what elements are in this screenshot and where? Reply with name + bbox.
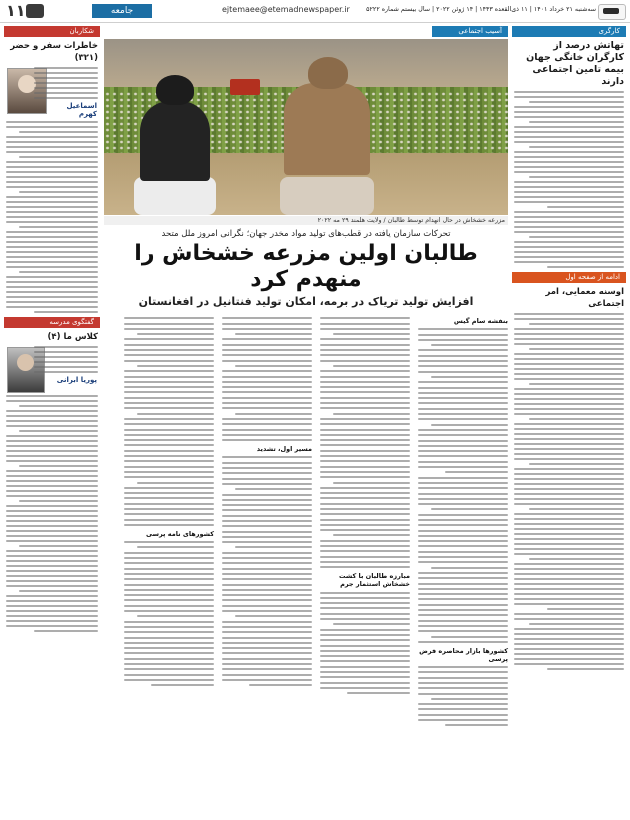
body-column [320, 314, 410, 814]
column-headline: کلاس ما (۴) [47, 332, 98, 342]
main-story [104, 26, 508, 816]
story-body [514, 313, 624, 670]
story-subhead: افزایش تولید تریاک در برمه، امکان تولید فنتانیل در افغانستان [138, 295, 474, 308]
story-byline: بنفشه سام گیس [453, 317, 508, 325]
section-band-social-harm: آسیب اجتماعی [432, 26, 508, 37]
story-kicker: تحرکات سازمان یافته در قطب‌های تولید مواد مخدر جهان؛ نگرانی امروز ملل متحد [161, 229, 451, 239]
column-body [6, 121, 98, 313]
left-column [4, 26, 100, 816]
story-body [104, 314, 508, 814]
masthead-logo-icon [598, 4, 626, 20]
person-figure [280, 57, 374, 215]
story-headline: اوسنه معمایی، امر اجتماعی [545, 287, 624, 309]
body-column [222, 314, 312, 814]
section-band-school: گفتگوی مدرسه [4, 317, 100, 328]
right-column [512, 26, 626, 816]
column-body [6, 346, 98, 373]
story-body [514, 91, 624, 268]
dateline: سه‌شنبه ۲۱ خرداد ۱۴۰۱ | ۱۱ ذی‌القعده ۱۴۴۳ | ۱۴ ژوئن ۲۰۲۲ | سال بیستم شماره ۵۲۲۲ [366, 6, 596, 13]
author-name: اسماعیل کهرم [66, 102, 97, 118]
section-tag: جامعه [92, 4, 152, 18]
author-name: پوریا ابرانی [56, 376, 97, 384]
section-band-continued: ادامه از صفحه اول [512, 272, 626, 283]
inline-subhead: کشورهای نامه پرسی [146, 529, 214, 538]
section-band-hunter: شکاربان [4, 26, 100, 37]
inline-subhead: کشورها بازار محاصره فرض پرسی [419, 646, 508, 663]
section-band-labor: کارگری [512, 26, 626, 37]
column-body [6, 67, 98, 99]
hero-photo [104, 39, 508, 215]
inline-subhead: مسیر اول، تشدید [256, 445, 312, 454]
inline-subhead: مبارزه طالبان با کشت خشخاش استثمار جرم [338, 572, 410, 589]
newspaper-logo-icon [26, 4, 44, 18]
page-number: ۱۱ [6, 1, 26, 20]
body-column [418, 314, 508, 814]
photo-caption: مزرعه خشخاش در حال انهدام توسط طالبان / ولایت هلمند ۲۹ مه ۲۰۲۲ [104, 216, 508, 225]
body-column [124, 314, 214, 814]
column-body [6, 395, 98, 632]
column-headline: خاطرات سفر و حضر (۳۲۱) [10, 41, 98, 63]
contact-email[interactable]: ejtemaee@etemadnewspaper.ir [222, 5, 350, 14]
masthead-bar [0, 0, 630, 23]
tractor-icon [230, 79, 260, 95]
story-headline: طالبان اولین مزرعه خشخاش را منهدم کرد [134, 241, 478, 292]
story-headline: تهاتش درصد از کارگران خانگی جهان بیمه تامین اجتماعی دارند [526, 40, 624, 87]
person-figure [134, 75, 216, 215]
